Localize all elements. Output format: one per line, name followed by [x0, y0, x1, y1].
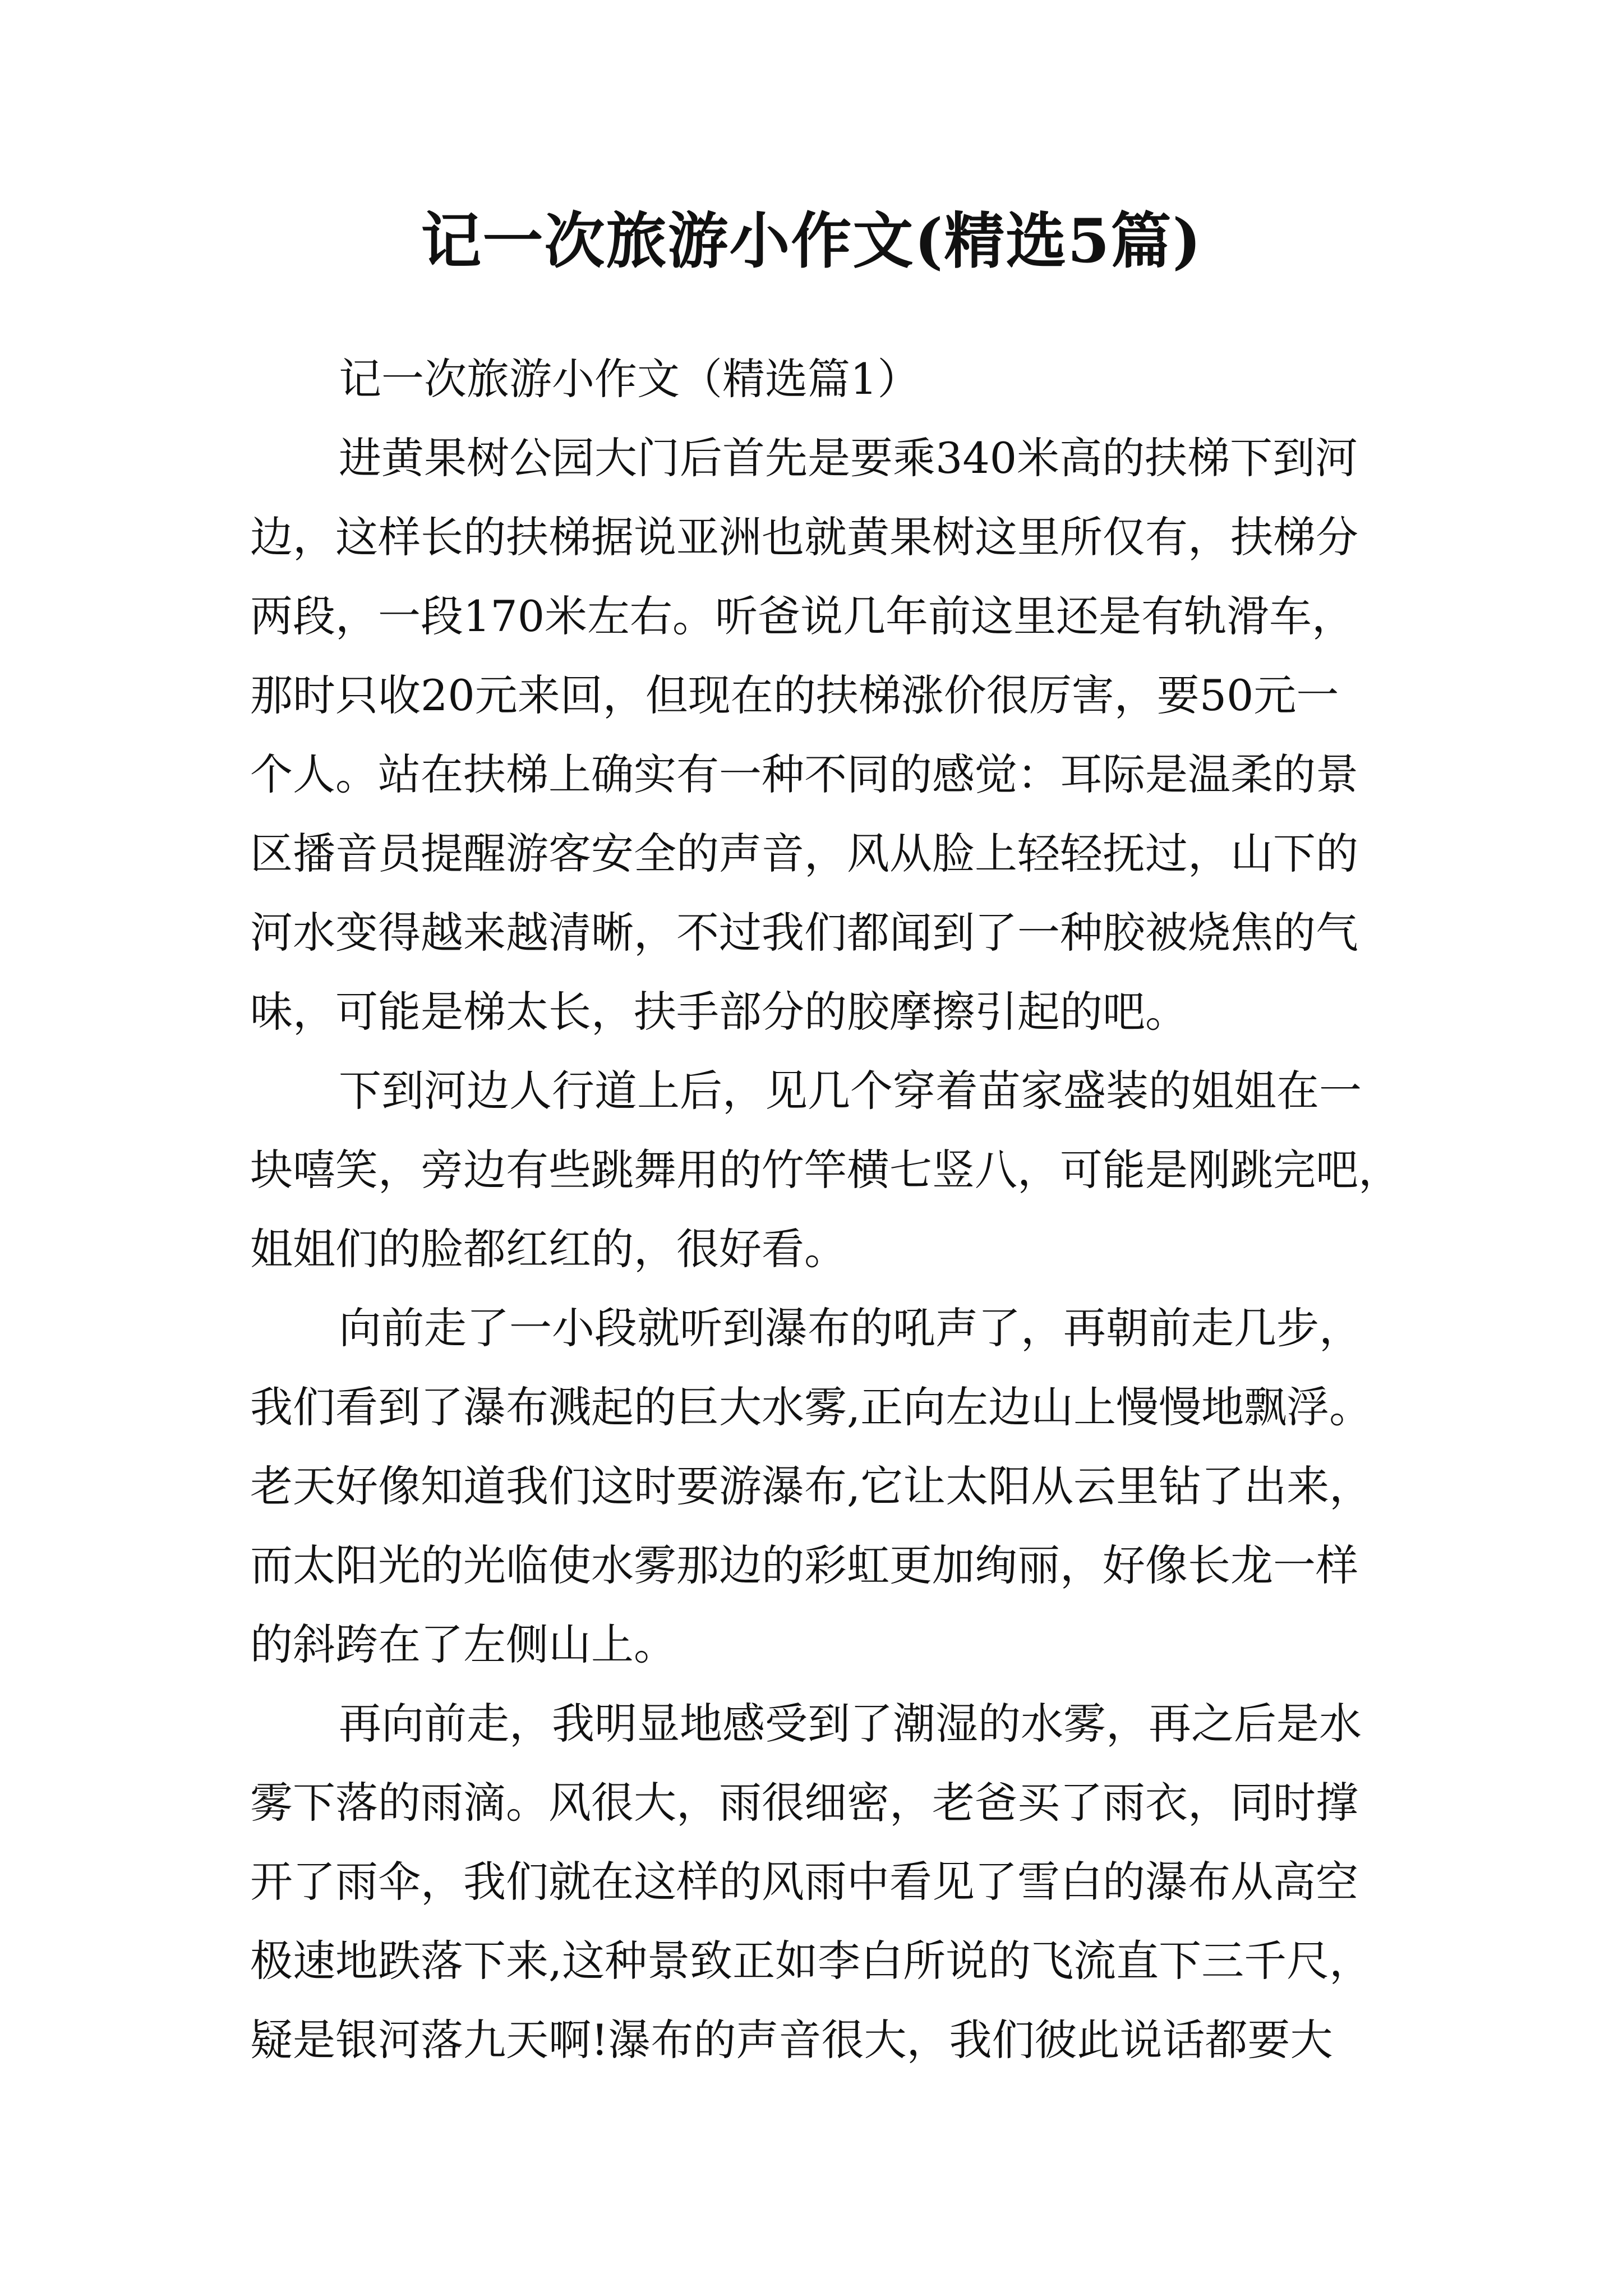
paragraph-line: 老天好像知道我们这时要游瀑布,它让太阳从云里钻了出来，: [250, 1461, 1372, 1511]
paragraph-line: 那时只收20元来回，但现在的扶梯涨价很厉害，要50元一: [250, 670, 1339, 720]
paragraph-line: 极速地跌落下来,这种景致正如李白所说的飞流直下三千尺，: [250, 1936, 1372, 1986]
paragraph-line: 味，可能是梯太长，扶手部分的胶摩擦引起的吧。: [250, 987, 1188, 1037]
paragraph-line: 雾下落的雨滴。风很大，雨很细密，老爸买了雨衣，同时撑: [250, 1778, 1358, 1828]
paragraph-line: 的斜跨在了左侧山上。: [250, 1619, 676, 1669]
paragraph-line: 下到河边人行道上后，见几个穿着苗家盛装的姐姐在一: [339, 1066, 1362, 1116]
paragraph-line: 再向前走，我明显地感受到了潮湿的水雾，再之后是水: [339, 1699, 1362, 1749]
paragraph-line: 我们看到了瀑布溅起的巨大水雾,正向左边山上慢慢地飘浮。: [250, 1382, 1372, 1432]
paragraph-line: 两段，一段170米左右。听爸说几年前这里还是有轨滑车，: [250, 591, 1355, 641]
paragraph: [250, 418, 1389, 1051]
paragraph-list: [250, 418, 1401, 2079]
paragraph-line: 进黄果树公园大门后首先是要乘340米高的扶梯下到河: [339, 433, 1358, 483]
paragraph-line: 向前走了一小段就听到瀑布的吼声了，再朝前走几步，: [339, 1303, 1362, 1353]
paragraph-line: 开了雨伞，我们就在这样的风雨中看见了雪白的瀑布从高空: [250, 1857, 1358, 1907]
paragraph-line: 区播音员提醒游客安全的声音，风从脸上轻轻抚过，山下的: [250, 829, 1358, 878]
document-body: [250, 339, 1401, 2079]
paragraph-line: 河水变得越来越清晰，不过我们都闻到了一种胶被烧焦的气: [250, 908, 1358, 958]
section-heading: 记一次旅游小作文（精选篇1）: [339, 354, 920, 404]
paragraph-line: 边，这样长的扶梯据说亚洲也就黄果树这里所仅有，扶梯分: [250, 512, 1358, 562]
document-title: 记一次旅游小作文(精选5篇): [421, 206, 1202, 277]
paragraph: [250, 1684, 1389, 2079]
paragraph-line: 疑是银河落九天啊!瀑布的声音很大，我们彼此说话都要大: [250, 2015, 1333, 2065]
paragraph: [250, 1289, 1389, 1684]
paragraph: [250, 1051, 1401, 1289]
paragraph-line: 姐姐们的脸都红红的，很好看。: [250, 1224, 847, 1274]
paragraph-line: 而太阳光的光临使水雾那边的彩虹更加绚丽，好像长龙一样: [250, 1540, 1358, 1590]
paragraph-line: 个人。站在扶梯上确实有一种不同的感觉：耳际是温柔的景: [250, 749, 1358, 799]
paragraph-line: 块嘻笑，旁边有些跳舞用的竹竿横七竖八，可能是刚跳完吧，: [250, 1145, 1401, 1195]
